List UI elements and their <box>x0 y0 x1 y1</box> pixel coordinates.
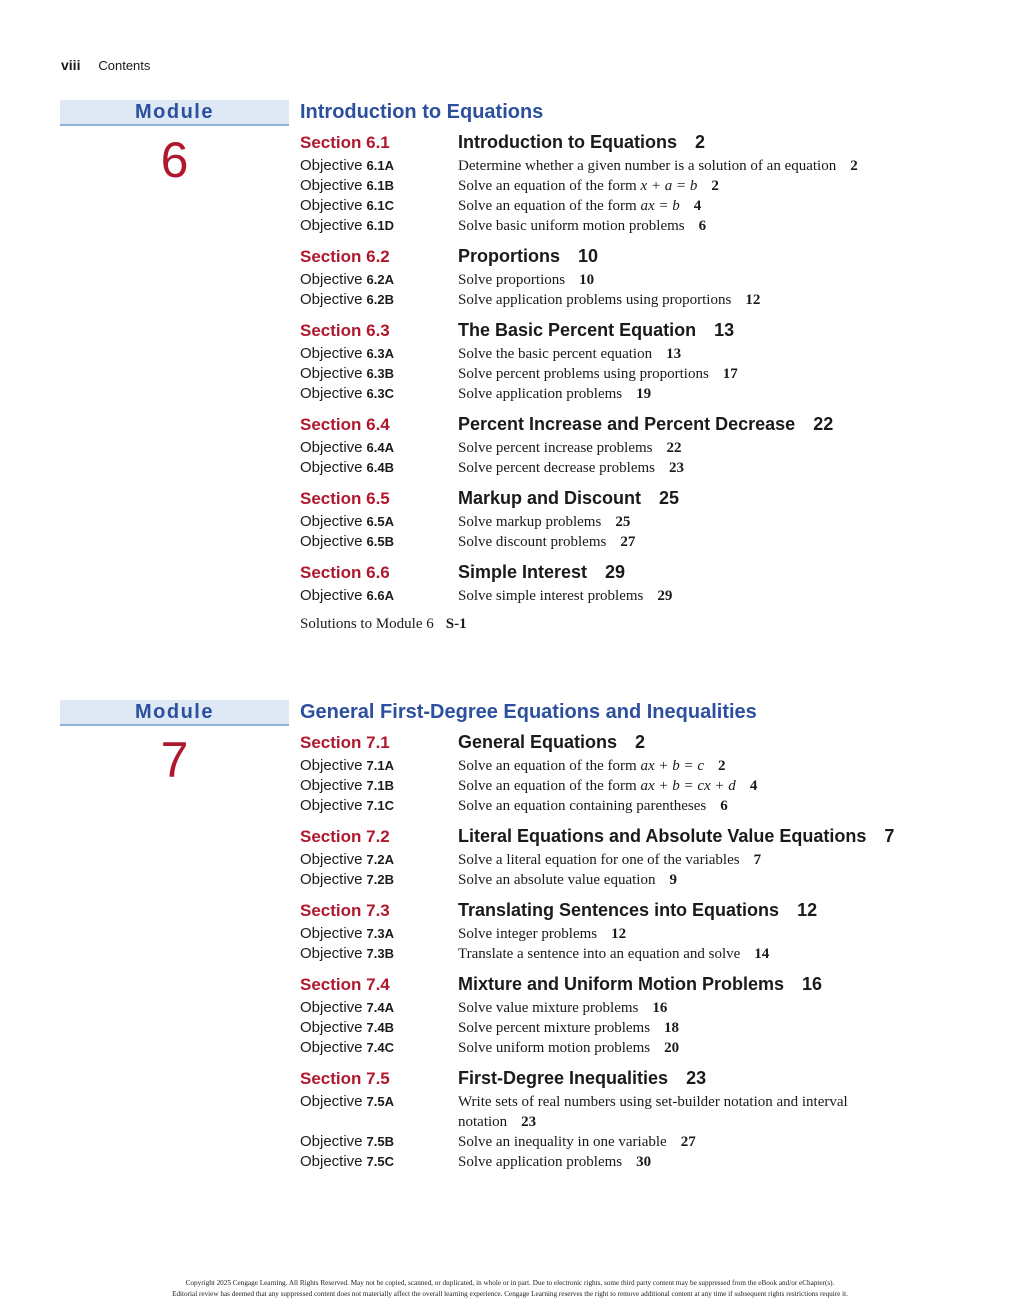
objective-text: Solve an equation containing parentheses <box>458 798 707 814</box>
objective-page-number: 2 <box>718 758 726 774</box>
objective-code: 7.4A <box>366 1000 394 1015</box>
objective-description <box>458 1092 868 1132</box>
objective-description <box>458 216 868 236</box>
objective-label <box>300 197 458 214</box>
section-page-number: 7 <box>884 826 895 846</box>
footer-line-2: Editorial review has deemed that any suppressed content does not materially affect the overall learning experience. Cengage Learning reserves the right to remove additional content at any time if subsequent rights restrictions require it. <box>172 1290 848 1298</box>
objective-entry[interactable] <box>300 216 920 236</box>
objective-math: ax + b = c <box>640 758 705 774</box>
objective-page-number: 12 <box>745 292 761 308</box>
objective-label <box>300 777 458 794</box>
objective-code: 6.1B <box>366 178 394 193</box>
module-badge <box>60 700 289 788</box>
section-page-number: 13 <box>714 320 735 340</box>
section-heading[interactable] <box>300 562 920 586</box>
objective-description <box>458 364 868 384</box>
objective-entry[interactable] <box>300 532 920 552</box>
objective-text: Solve application problems <box>458 386 623 402</box>
objective-text: Solve an equation of the form <box>458 758 637 774</box>
section-heading[interactable] <box>300 900 920 924</box>
objective-text: Solve an absolute value equation <box>458 872 656 888</box>
objective-text: Solve application problems using proportions <box>458 292 732 308</box>
objective-entry[interactable] <box>300 438 920 458</box>
objective-code: 6.2B <box>366 292 394 307</box>
objective-code: 7.3B <box>366 946 394 961</box>
objective-description <box>458 756 868 776</box>
section-page-number: 2 <box>635 732 646 752</box>
objective-prefix: Objective <box>300 439 363 456</box>
section-heading[interactable] <box>300 1068 920 1092</box>
objective-label <box>300 999 458 1016</box>
module-number: 6 <box>160 132 189 188</box>
objective-prefix: Objective <box>300 291 363 308</box>
section-title: General Equations <box>458 732 618 752</box>
objective-text: Solve basic uniform motion problems <box>458 218 685 234</box>
objective-code: 6.2A <box>366 272 394 287</box>
objective-code: 7.5C <box>366 1154 394 1169</box>
objective-text: Solve percent mixture problems <box>458 1020 651 1036</box>
section-title: Markup and Discount <box>458 488 642 508</box>
section-title: Proportions <box>458 246 560 266</box>
section-title: Literal Equations and Absolute Value Equations <box>458 826 867 846</box>
section-title: First-Degree Inequalities <box>458 1068 669 1088</box>
toc-section <box>300 826 920 890</box>
objective-description <box>458 384 868 404</box>
objective-page-number: 13 <box>666 346 682 362</box>
objective-entry[interactable] <box>300 512 920 532</box>
objective-text: Solve percent problems using proportions <box>458 366 709 382</box>
objective-code: 6.6A <box>366 588 394 603</box>
objective-label <box>300 365 458 382</box>
objective-text: Determine whether a given number is a solution of an equation <box>458 158 837 174</box>
objective-description <box>458 998 868 1018</box>
objective-prefix: Objective <box>300 345 363 362</box>
objective-prefix: Objective <box>300 197 363 214</box>
toc-section <box>300 900 920 964</box>
objective-code: 6.3B <box>366 366 394 381</box>
objective-page-number: 27 <box>680 1134 696 1150</box>
objective-page-number: 18 <box>664 1020 680 1036</box>
toc-section <box>300 974 920 1058</box>
objective-prefix: Objective <box>300 945 363 962</box>
section-heading[interactable] <box>300 132 920 156</box>
objective-prefix: Objective <box>300 871 363 888</box>
objective-description <box>458 944 868 964</box>
objective-text: Solve value mixture problems <box>458 1000 639 1016</box>
objective-page-number: 6 <box>720 798 728 814</box>
objective-prefix: Objective <box>300 587 363 604</box>
objective-label <box>300 797 458 814</box>
section-label: Section 6.2 <box>300 247 390 266</box>
objective-description <box>458 196 868 216</box>
objective-label <box>300 1133 458 1150</box>
objective-prefix: Objective <box>300 999 363 1016</box>
module-title: Introduction to Equations <box>300 101 544 123</box>
objective-page-number: 25 <box>615 514 631 530</box>
objective-entry[interactable] <box>300 998 920 1018</box>
objective-description <box>458 870 868 890</box>
objective-entry[interactable] <box>300 1092 920 1132</box>
objective-text: Solve an equation of the form <box>458 178 637 194</box>
section-page-number: 22 <box>813 414 834 434</box>
objective-prefix: Objective <box>300 157 363 174</box>
objective-description <box>458 270 868 290</box>
objective-text: Solve percent increase problems <box>458 440 653 456</box>
objective-math: ax + b = cx + d <box>640 778 736 794</box>
objective-code: 6.4B <box>366 460 394 475</box>
objective-label <box>300 1039 458 1056</box>
solutions-entry[interactable] <box>300 616 920 633</box>
objective-entry[interactable] <box>300 924 920 944</box>
objective-math: x + a = b <box>640 178 698 194</box>
objective-label <box>300 871 458 888</box>
section-label: Section 6.4 <box>300 415 390 434</box>
objective-entry[interactable] <box>300 756 920 776</box>
objective-text: Solve markup problems <box>458 514 602 530</box>
section-title: Translating Sentences into Equations <box>458 900 780 920</box>
section-heading[interactable] <box>300 732 920 756</box>
objective-label <box>300 1093 458 1110</box>
objective-label <box>300 945 458 962</box>
objective-label <box>300 291 458 308</box>
objective-label <box>300 925 458 942</box>
objective-text: Solve the basic percent equation <box>458 346 653 362</box>
objective-description <box>458 1018 868 1038</box>
objective-code: 7.4B <box>366 1020 394 1035</box>
objective-description <box>458 438 868 458</box>
section-label: Section 7.4 <box>300 975 390 994</box>
module-badge <box>60 100 289 188</box>
objective-prefix: Objective <box>300 271 363 288</box>
objective-text: Solve percent decrease problems <box>458 460 655 476</box>
section-page-number: 25 <box>659 488 680 508</box>
objective-text: Solve discount problems <box>458 534 607 550</box>
solutions-page: S-1 <box>445 616 467 632</box>
module-word: Module <box>60 100 289 126</box>
objective-page-number: 2 <box>711 178 719 194</box>
objective-text: Solve application problems <box>458 1154 623 1170</box>
section-list <box>300 732 920 1172</box>
objective-page-number: 14 <box>754 946 770 962</box>
objective-page-number: 22 <box>666 440 682 456</box>
objective-prefix: Objective <box>300 533 363 550</box>
objective-page-number: 4 <box>749 778 758 794</box>
section-label: Section 7.5 <box>300 1069 390 1088</box>
objective-prefix: Objective <box>300 177 363 194</box>
objective-prefix: Objective <box>300 797 363 814</box>
objective-code: 7.5A <box>366 1094 394 1109</box>
objective-label <box>300 513 458 530</box>
objective-text: Solve proportions <box>458 272 566 288</box>
objective-code: 6.3A <box>366 346 394 361</box>
objective-prefix: Objective <box>300 777 363 794</box>
objective-description <box>458 924 868 944</box>
objective-page-number: 23 <box>669 460 684 476</box>
section-list <box>300 132 920 606</box>
section-title: Percent Increase and Percent Decrease <box>458 414 796 434</box>
objective-code: 7.2A <box>366 852 394 867</box>
objective-description <box>458 176 868 196</box>
objective-code: 7.2B <box>366 872 394 887</box>
objective-text: Solve an equation of the form <box>458 778 637 794</box>
section-heading[interactable] <box>300 826 920 850</box>
objective-entry[interactable] <box>300 364 920 384</box>
copyright-footer <box>0 1278 1020 1300</box>
objective-label <box>300 439 458 456</box>
objective-entry[interactable] <box>300 176 920 196</box>
section-title: Introduction to Equations <box>458 132 677 152</box>
toc-section <box>300 132 920 236</box>
module-word: Module <box>60 700 289 726</box>
objective-prefix: Objective <box>300 1039 363 1056</box>
objective-prefix: Objective <box>300 217 363 234</box>
objective-description <box>458 344 868 364</box>
objective-page-number: 23 <box>521 1114 537 1130</box>
objective-entry[interactable] <box>300 458 920 478</box>
objective-label <box>300 459 458 476</box>
section-label: Section 6.3 <box>300 321 390 340</box>
objective-label <box>300 271 458 288</box>
objective-code: 6.3C <box>366 386 394 401</box>
section-label: Section 7.1 <box>300 733 390 752</box>
objective-description <box>458 850 868 870</box>
objective-label <box>300 587 458 604</box>
section-heading[interactable] <box>300 246 920 270</box>
objective-page-number: 9 <box>669 872 677 888</box>
objective-entry[interactable] <box>300 1018 920 1038</box>
objective-prefix: Objective <box>300 1133 363 1150</box>
objective-page-number: 2 <box>850 158 858 174</box>
running-head: Contents <box>98 58 151 73</box>
objective-prefix: Objective <box>300 459 363 476</box>
objective-code: 6.1D <box>366 218 394 233</box>
objective-label <box>300 177 458 194</box>
section-label: Section 6.1 <box>300 133 390 152</box>
objective-description <box>458 776 868 796</box>
objective-page-number: 30 <box>636 1154 652 1170</box>
objective-prefix: Objective <box>300 365 363 382</box>
objective-code: 7.1C <box>366 798 394 813</box>
section-label: Section 6.5 <box>300 489 390 508</box>
objective-description <box>458 796 868 816</box>
objective-text: Solve integer problems <box>458 926 598 942</box>
objective-entry[interactable] <box>300 776 920 796</box>
toc-section <box>300 246 920 310</box>
objective-label <box>300 1019 458 1036</box>
objective-page-number: 7 <box>753 852 762 868</box>
objective-description <box>458 290 868 310</box>
section-heading[interactable] <box>300 320 920 344</box>
objective-code: 6.1C <box>366 198 394 213</box>
section-label: Section 7.2 <box>300 827 390 846</box>
objective-page-number: 4 <box>693 198 702 214</box>
objective-entry[interactable] <box>300 870 920 890</box>
toc-section <box>300 488 920 552</box>
solutions-text: Solutions to Module 6 <box>300 616 434 632</box>
objective-text: Translate a sentence into an equation and solve <box>458 946 741 962</box>
objective-description <box>458 512 868 532</box>
objective-description <box>458 586 868 606</box>
section-label: Section 7.3 <box>300 901 390 920</box>
objective-text: Solve an equation of the form <box>458 198 637 214</box>
section-heading[interactable] <box>300 414 920 438</box>
module-contents <box>300 700 920 1172</box>
objective-entry[interactable] <box>300 344 920 364</box>
toc-section <box>300 562 920 606</box>
section-page-number: 12 <box>797 900 818 920</box>
objective-prefix: Objective <box>300 385 363 402</box>
objective-prefix: Objective <box>300 1093 363 1110</box>
objective-description <box>458 1132 868 1152</box>
objective-page-number: 27 <box>620 534 636 550</box>
section-title: Simple Interest <box>458 562 588 582</box>
objective-entry[interactable] <box>300 1038 920 1058</box>
objective-entry[interactable] <box>300 796 920 816</box>
section-page-number: 23 <box>686 1068 707 1088</box>
objective-code: 7.3A <box>366 926 394 941</box>
toc-section <box>300 1068 920 1172</box>
objective-text: Solve uniform motion problems <box>458 1040 651 1056</box>
objective-code: 7.1B <box>366 778 394 793</box>
objective-prefix: Objective <box>300 1019 363 1036</box>
objective-description <box>458 156 868 176</box>
objective-page-number: 20 <box>664 1040 680 1056</box>
objective-text: Solve simple interest problems <box>458 588 644 604</box>
toc-section <box>300 732 920 816</box>
objective-label <box>300 1153 458 1170</box>
objective-page-number: 6 <box>698 218 707 234</box>
objective-description <box>458 458 868 478</box>
objective-page-number: 16 <box>652 1000 668 1016</box>
objective-page-number: 10 <box>579 272 595 288</box>
objective-entry[interactable] <box>300 290 920 310</box>
objective-prefix: Objective <box>300 925 363 942</box>
section-heading[interactable] <box>300 974 920 998</box>
objective-text: Write sets of real numbers using set-builder notation and interval notation <box>458 1094 848 1130</box>
objective-entry[interactable] <box>300 384 920 404</box>
section-page-number: 16 <box>802 974 823 994</box>
objective-description <box>458 1152 868 1172</box>
objective-math: ax = b <box>640 198 680 214</box>
objective-description <box>458 532 868 552</box>
section-label: Section 6.6 <box>300 563 390 582</box>
objective-code: 6.5B <box>366 534 394 549</box>
objective-prefix: Objective <box>300 851 363 868</box>
objective-prefix: Objective <box>300 1153 363 1170</box>
objective-label <box>300 757 458 774</box>
objective-label <box>300 385 458 402</box>
module-number: 7 <box>160 732 189 788</box>
page-number: viii <box>61 57 81 73</box>
objective-entry[interactable] <box>300 1152 920 1172</box>
section-page-number: 2 <box>694 132 705 152</box>
objective-text: Solve a literal equation for one of the variables <box>458 852 740 868</box>
objective-description <box>458 1038 868 1058</box>
objective-code: 7.4C <box>366 1040 394 1055</box>
objective-label <box>300 533 458 550</box>
objective-label <box>300 157 458 174</box>
objective-page-number: 19 <box>636 386 652 402</box>
objective-page-number: 12 <box>611 926 627 942</box>
toc-section <box>300 414 920 478</box>
objective-page-number: 17 <box>722 366 738 382</box>
objective-code: 6.1A <box>366 158 394 173</box>
section-heading[interactable] <box>300 488 920 512</box>
section-title: Mixture and Uniform Motion Problems <box>458 974 785 994</box>
objective-prefix: Objective <box>300 513 363 530</box>
objective-label <box>300 851 458 868</box>
objective-code: 6.5A <box>366 514 394 529</box>
objective-entry[interactable] <box>300 1132 920 1152</box>
page-header <box>61 57 150 73</box>
objective-entry[interactable] <box>300 156 920 176</box>
objective-label <box>300 217 458 234</box>
objective-entry[interactable] <box>300 586 920 606</box>
section-page-number: 29 <box>605 562 626 582</box>
toc-section <box>300 320 920 404</box>
module-title: General First-Degree Equations and Inequalities <box>300 701 757 723</box>
section-page-number: 10 <box>578 246 599 266</box>
objective-entry[interactable] <box>300 944 920 964</box>
objective-entry[interactable] <box>300 850 920 870</box>
objective-label <box>300 345 458 362</box>
objective-code: 6.4A <box>366 440 394 455</box>
module-contents <box>300 100 920 633</box>
objective-prefix: Objective <box>300 757 363 774</box>
objective-code: 7.1A <box>366 758 394 773</box>
objective-page-number: 29 <box>657 588 673 604</box>
objective-code: 7.5B <box>366 1134 394 1149</box>
objective-entry[interactable] <box>300 270 920 290</box>
objective-entry[interactable] <box>300 196 920 216</box>
objective-text: Solve an inequality in one variable <box>458 1134 667 1150</box>
footer-line-1: Copyright 2025 Cengage Learning. All Rights Reserved. May not be copied, scanned, or duplicated, in whole or in part. Due to electronic rights, some third party content may be suppressed from the eBook and/or eChapter(s). <box>185 1279 835 1287</box>
section-title: The Basic Percent Equation <box>458 320 697 340</box>
